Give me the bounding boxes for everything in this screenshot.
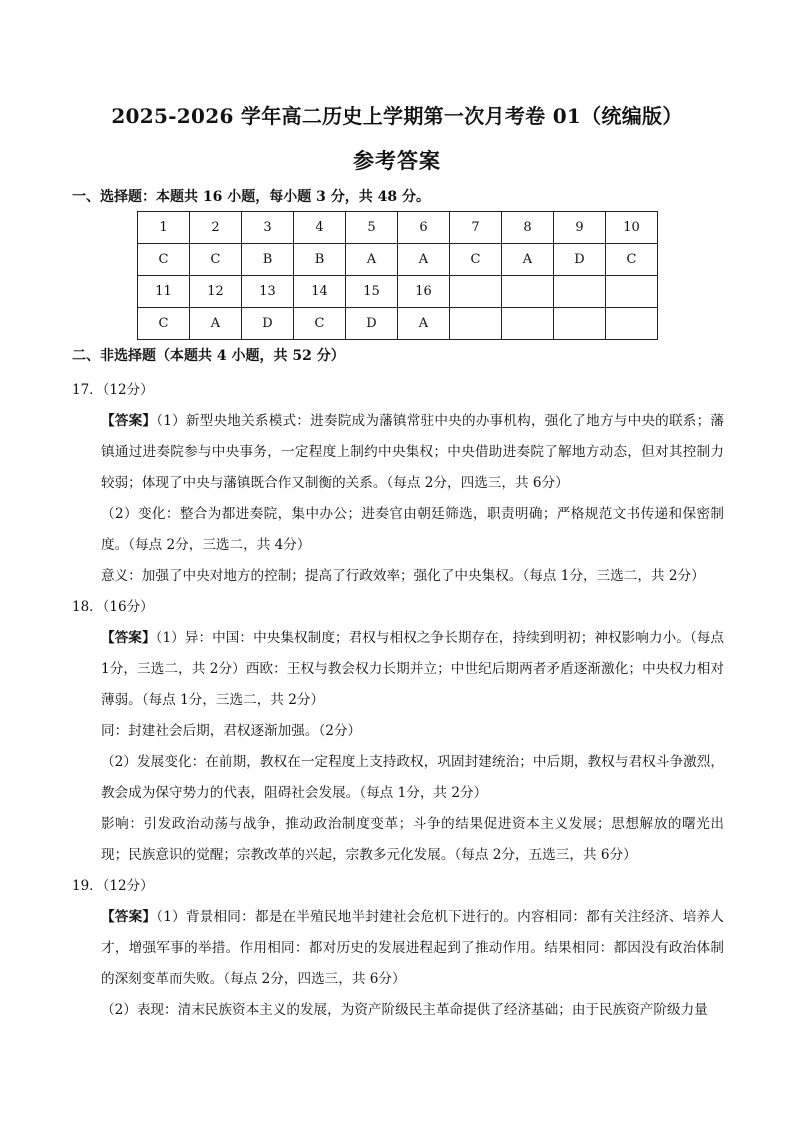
question-19-number: 19．（12分） [72,878,154,894]
page-subtitle: 参考答案 [353,148,441,173]
question-17-part-1-text: （1）新型央地关系模式：进奏院成为藩镇常驻中央的办事机构，强化了地方与中央的联系；藩镇通过进奏院参与中央事务，一定程度上制约中央集权；中央借助进奏院了解地方动态，但对其控制力较弱；体现了中央与藩镇既合作又制衡的关系。（每点 2分，四选三，共 6分） [101,413,724,491]
answer-table-cell: 16 [398,276,450,308]
question-17-part-2: （2）变化：整合为都进奏院，集中办公；进奏官由朝廷筛选，职责明确；严格规范文书传递和保密制度。（每点 2分，三选二，共 4分） [101,506,724,553]
question-17-part-3: 意义：加强了中央对地方的控制；提高了行政效率；强化了中央集权。（每点 1分，三选二，共 2分） [101,568,705,584]
answer-table-cell: 14 [294,276,346,308]
answer-table-cell: B [294,244,346,276]
section-1-heading: 一、选择题：本题共 16 小题，每小题 3 分，共 48 分。 [72,189,430,205]
answer-tag: 【答案】 [101,630,156,646]
question-19-part-1 [72,902,724,995]
answer-table-cell [606,308,658,340]
answer-table-cell: A [502,244,554,276]
question-19-part-2: （2）表现：清末民族资本主义的发展，为资产阶级民主革命提供了经济基础；由于民族资产阶级力量 [101,1002,708,1018]
answer-table-cell: 10 [606,212,658,244]
answer-table-cell [554,308,606,340]
answer-table-cell: A [190,308,242,340]
answer-table-cell: 2 [190,212,242,244]
answer-table-cell: 3 [242,212,294,244]
answer-table-cell: A [398,308,450,340]
answer-table-cell [502,276,554,308]
answer-table-cell: C [294,308,346,340]
question-18-part-3: （2）发展变化：在前期，教权在一定程度上支持政权，巩固封建统治；中后期，教权与君权斗争激烈，教会成为保守势力的代表，阻碍社会发展。（每点 1分，共 2分） [101,754,724,801]
answer-table-cell: 8 [502,212,554,244]
answer-table [137,211,658,340]
answer-table-cell: 6 [398,212,450,244]
answer-table-cell: 13 [242,276,294,308]
answer-table-cell [554,276,606,308]
answer-table-cell: C [138,244,190,276]
answers-body [72,375,724,1026]
answer-table-cell: C [450,244,502,276]
answer-table-cell: 11 [138,276,190,308]
answer-table-cell: D [346,308,398,340]
answer-table-row [138,212,658,244]
answer-table-cell: 1 [138,212,190,244]
question-18-number: 18．（16分） [72,599,154,615]
section-2-heading: 二、非选择题（本题共 4 小题，共 52 分） [72,348,345,364]
answer-table-cell [502,308,554,340]
answer-table-cell: 5 [346,212,398,244]
question-18-part-2: 同：封建社会后期，君权逐渐加强。（2分） [101,723,362,739]
answer-table-cell [450,276,502,308]
page-title: 2025-2026 学年高二历史上学期第一次月考卷 01（统编版） [111,104,683,128]
answer-tag: 【答案】 [101,413,157,429]
question-17-part-1 [72,406,724,499]
answer-table-row [138,244,658,276]
answer-table-cell: 15 [346,276,398,308]
answer-table-cell: B [242,244,294,276]
answer-table-cell: C [606,244,658,276]
answer-table-cell: C [138,308,190,340]
question-18-part-1 [72,623,724,716]
answer-table-cell [450,308,502,340]
answer-table-cell: 9 [554,212,606,244]
question-18-part-1-text: （1）异：中国：中央集权制度；君权与相权之争长期存在，持续到明初；神权影响力小。（每点 1分，三选二，共 2分）西欧：王权与教会权力长期并立；中世纪后期两者矛盾逐渐激化；中央权力相对薄弱。（每点 1分，三选二，共 2分） [101,630,725,708]
question-17-number: 17．（12分） [72,382,154,398]
answer-table-cell: 12 [190,276,242,308]
answer-table-cell: 7 [450,212,502,244]
answer-table-cell: A [398,244,450,276]
answer-table-cell: C [190,244,242,276]
answer-table-row [138,308,658,340]
answer-table-cell: A [346,244,398,276]
question-18-part-4: 影响：引发政治动荡与战争，推动政治制度变革；斗争的结果促进资本主义发展；思想解放的曙光出现；民族意识的觉醒；宗教改革的兴起，宗教多元化发展。（每点 2分，五选三，共 6分） [101,816,724,863]
question-19-part-1-text: （1）背景相同：都是在半殖民地半封建社会危机下进行的。内容相同：都有关注经济、培养人才，增强军事的举措。作用相同：都对历史的发展进程起到了推动作用。结果相同：都因没有政治体制的深刻变革而失败。（每点 2分，四选三，共 6分） [101,909,724,987]
answer-tag: 【答案】 [101,909,157,925]
answer-table-cell: D [554,244,606,276]
answer-table-cell: D [242,308,294,340]
answer-table-cell [606,276,658,308]
answer-table-cell: 4 [294,212,346,244]
answer-table-row [138,276,658,308]
